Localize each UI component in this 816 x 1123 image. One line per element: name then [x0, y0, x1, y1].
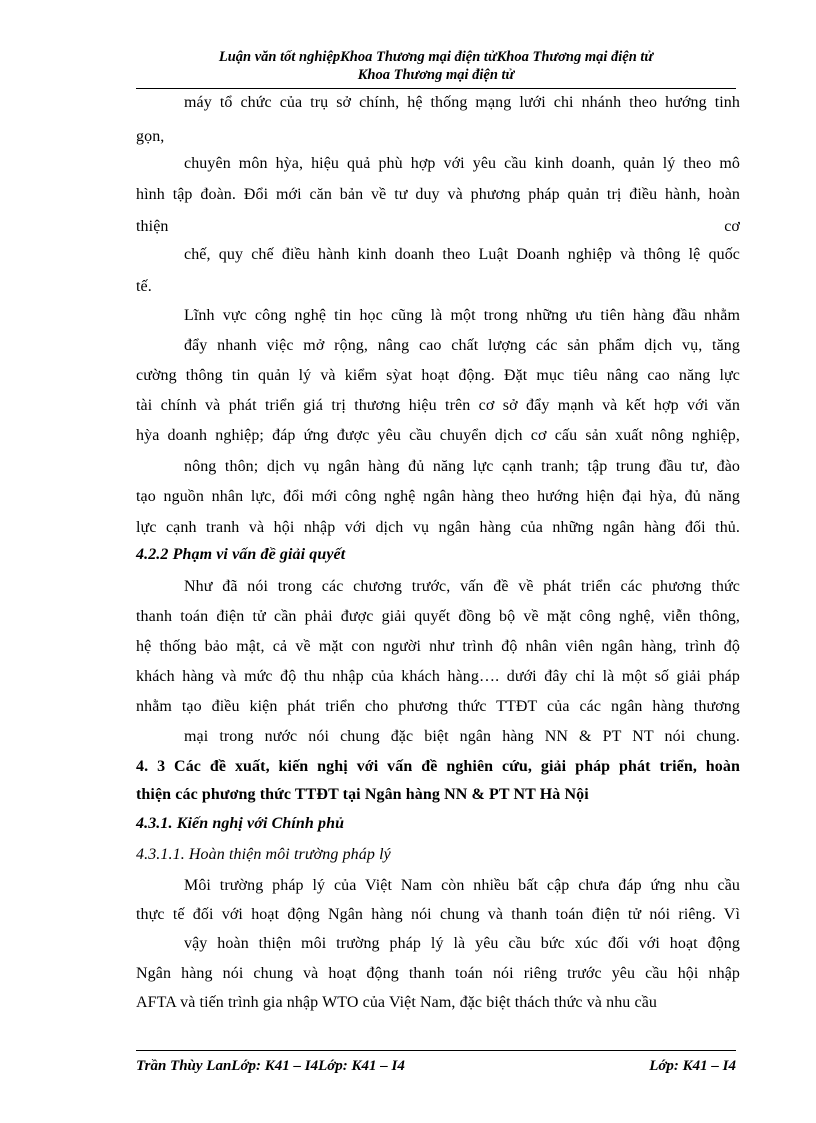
- body-line: gọn,: [136, 128, 165, 145]
- body-line: máy tổ chức của trụ sở chính, hệ thống mạng lưới chi nhánh theo hướng tinh: [184, 94, 740, 111]
- body-line: chế, quy chế điều hành kinh doanh theo Luật Doanh nghiệp và thông lệ quốc: [184, 246, 740, 263]
- body-line: thực tế đối với hoạt động Ngân hàng nói chung và thanh toán điện tử nói riêng. Vì: [136, 906, 740, 923]
- body-line-end: cơ: [724, 218, 740, 235]
- body-line: lực cạnh tranh và hội nhập với dịch vụ ngân hàng của những ngân hàng đối thủ.: [136, 519, 740, 536]
- page-footer: [136, 1057, 736, 1075]
- body-line: vậy hoàn thiện môi trường pháp lý là yêu cầu bức xúc đối với hoạt động: [184, 935, 740, 952]
- body-line: Lĩnh vực công nghệ tin học cũng là một trong những ưu tiên hàng đầu nhằm: [184, 307, 740, 324]
- body-line: tế.: [136, 278, 152, 295]
- body-line: hỳa doanh nghiệp; đáp ứng được yêu cầu chuyển dịch cơ cấu sản xuất nông nghiệp,: [136, 427, 740, 444]
- section-heading-4-3-cont: thiện các phương thức TTĐT tại Ngân hàng NN & PT NT Hà Nội: [136, 786, 589, 803]
- header-line-2: Khoa Thương mại điện tử: [357, 67, 515, 83]
- body-line: cường thông tin quản lý và kiểm sỳat hoạt động. Đặt mục tiêu nâng cao năng lực: [136, 367, 740, 384]
- body-line: mại trong nước nói chung đặc biệt ngân hàng NN & PT NT nói chung.: [184, 728, 740, 745]
- body-line: AFTA và tiến trình gia nhập WTO của Việt Nam, đặc biệt thách thức và nhu cầu: [136, 994, 657, 1011]
- body-line: thanh toán điện tử cần phải được giải quyết đồng bộ về mặt công nghệ, viễn thông,: [136, 608, 740, 625]
- body-line: [136, 217, 740, 237]
- footer-left: Trần Thùy LanLớp: K41 – I4Lớp: K41 – I4: [136, 1058, 405, 1074]
- page-header: [136, 48, 736, 84]
- body-line: nông thôn; dịch vụ ngân hàng đủ năng lực cạnh tranh; tập trung đầu tư, đào: [184, 458, 740, 475]
- body-line: khách hàng và mức độ thu nhập của khách hàng…. dưới đây chỉ là một số giải pháp: [136, 668, 740, 685]
- body-line: tài chính và phát triển giá trị thương hiệu trên cơ sở đẩy mạnh và kết hợp với văn: [136, 397, 740, 414]
- header-line-1: Luận văn tốt nghiệpKhoa Thương mại điện tửKhoa Thương mại điện tử: [218, 49, 654, 65]
- body-line: chuyên môn hỳa, hiệu quả phù hợp với yêu cầu kinh doanh, quản lý theo mô: [184, 155, 740, 172]
- body-line: đẩy nhanh việc mở rộng, nâng cao chất lượng các sản phẩm dịch vụ, tăng: [184, 337, 740, 354]
- section-heading-4-2-2: 4.2.2 Phạm vi vấn đề giải quyết: [136, 546, 346, 563]
- section-heading-4-3-1: 4.3.1. Kiến nghị với Chính phủ: [136, 815, 345, 832]
- body-line: hệ thống bảo mật, cả về mặt con người như trình độ nhân viên ngân hàng, trình độ: [136, 638, 740, 655]
- body-line: Ngân hàng nói chung và hoạt động thanh toán nói riêng trước yêu cầu hội nhập: [136, 965, 740, 982]
- footer-right: Lớp: K41 – I4: [649, 1058, 736, 1074]
- body-line: Như đã nói trong các chương trước, vấn đề về phát triển các phương thức: [184, 578, 740, 595]
- body-line: Môi trường pháp lý của Việt Nam còn nhiều bất cập chưa đáp ứng nhu cầu: [184, 877, 740, 894]
- section-heading-4-3-1-1: 4.3.1.1. Hoàn thiện môi trường pháp lý: [136, 846, 391, 863]
- body-line: tạo nguồn nhân lực, đổi mới công nghệ ngân hàng theo hướng hiện đại hỳa, đủ năng: [136, 488, 740, 505]
- body-line: hình tập đoàn. Đổi mới căn bản về tư duy và phương pháp quản trị điều hành, hoàn: [136, 186, 740, 203]
- body-line: nhằm tạo điều kiện phát triển cho phương thức TTĐT của các ngân hàng thương: [136, 698, 740, 715]
- header-rule: [136, 88, 736, 89]
- footer-rule: [136, 1050, 736, 1051]
- section-heading-4-3: 4. 3 Các đề xuất, kiến nghị với vấn đề nghiên cứu, giải pháp phát triển, hoàn: [136, 758, 740, 775]
- body-line-start: thiện: [136, 218, 169, 235]
